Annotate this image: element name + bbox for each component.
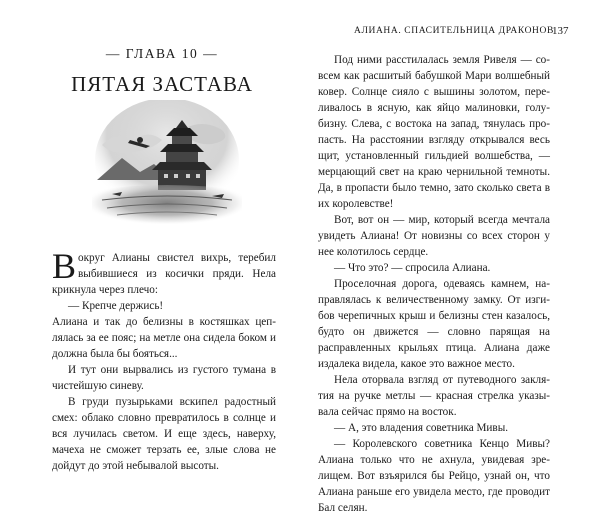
right-page: [306, 0, 608, 514]
page-number: 137: [552, 25, 569, 37]
chapter-title: ПЯТАЯ ЗАСТАВА: [71, 72, 253, 96]
paragraph: — Крепче держись!: [68, 300, 164, 312]
paragraph: — А, это владения советника Мивы.: [334, 422, 509, 434]
paragraph: Нела оторвала взгляд от путеводного заклятия на ручке метлы — красная стрелка указывала сейчас прямо на восток.: [318, 374, 550, 418]
paragraph: Под ними расстилалась земля Ривеля — совсем как расшитый бабушкой Мари волшебный ковер. Солнце сияло с вышины золотом, переливалось в ясную, как яйцо малиновки, голубизну. Слева, с востока на запад, тянулась пропасть. На расстоянии взгляду открывался весь щит, установленный гильдией волшебства, — мерцающий свет на краю чернильной темноты. Да, в пропасти было темно, зато сколько света в их королевстве!: [318, 54, 550, 210]
castle-illustration: [92, 100, 242, 240]
paragraph: — Что это? — спросила Алиана.: [334, 262, 491, 274]
running-head: АЛИАНА. СПАСИТЕЛЬНИЦА ДРАКОНОВ: [354, 26, 554, 36]
paragraph: Проселочная дорога, одеваясь камнем, направлялась к величественному замку. От изгибов черепичных крыш и белизны стен казалось, будто он движется — словно парящая на расправленных крыльях птица. Алиана даже издалека видела, какое это важное место.: [318, 278, 550, 370]
paragraph: В груди пузырьками вскипел радостный смех: облако словно превратилось в солнце и вся лучилась светом. И еще здесь, наверху, мачеха не сможет терзать ее, злые слова не дойдут до этой небывалой высоты.: [52, 396, 276, 472]
left-page: [0, 0, 300, 486]
right-body-text: [318, 52, 550, 516]
paragraph: округ Алианы свистел вихрь, теребил выбившиеся из косички пряди. Нела крикнула через плечо:: [52, 252, 276, 296]
dropcap: В: [52, 246, 77, 286]
paragraph: — Королевского советника Кенцо Мивы? Алиана только что не ахнула, увидевая зрелищем. Вот взъярился бы Рейцо, узнай он, что Алиана раньше его увидела место, где проводит Бал селян.: [318, 438, 550, 514]
paragraph: Вот, вот он — мир, который всегда мечтала увидеть Алиана! От новизны со всех сторон у нее колотилось сердце.: [318, 214, 550, 258]
paragraph: Алиана и так до белизны в костяшках цеплялась за ее пояс; на метле она сидела боком и должна была бы бояться...: [52, 316, 276, 360]
left-body-text: [52, 246, 276, 474]
chapter-label: — ГЛАВА 10 —: [105, 46, 219, 61]
paragraph: И тут они вырвались из густого тумана в чистейшую синеву.: [52, 364, 276, 392]
